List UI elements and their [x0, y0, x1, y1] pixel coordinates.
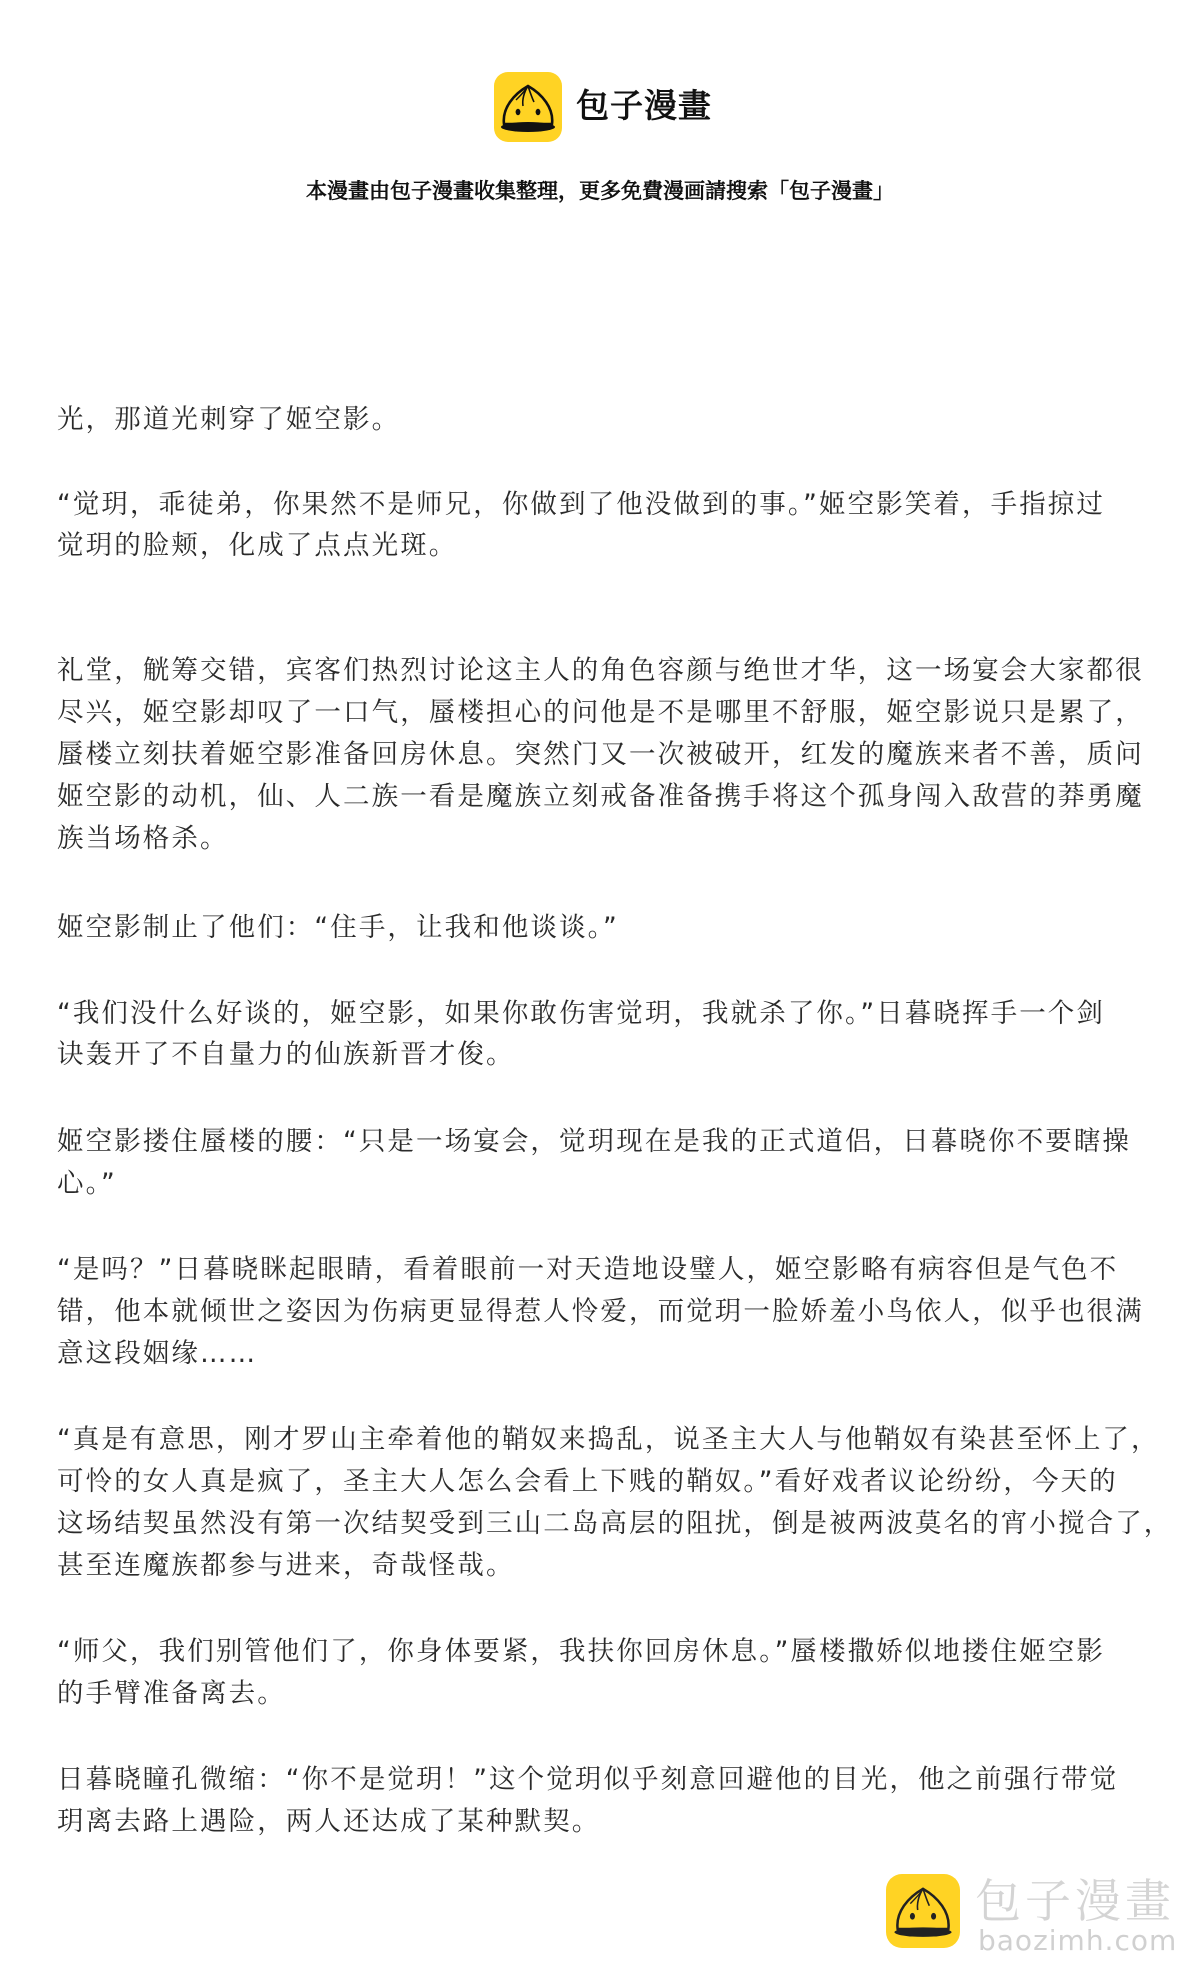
watermark-logo-icon — [886, 1874, 960, 1948]
watermark-brand: 包子漫畫 — [975, 1874, 1175, 1928]
text-line: 姬空影制止了他们：“住手，让我和他谈谈。” — [57, 912, 619, 943]
text-line: 诀轰开了不自量力的仙族新晋才俊。 — [57, 1039, 515, 1070]
text-line: 光，那道光刺穿了姬空影。 — [57, 404, 401, 435]
text-line: 族当场格杀。 — [57, 823, 229, 854]
text-line: “是吗？”日暮晓眯起眼睛，看着眼前一对天造地设璧人，姬空影略有病容但是气色不 — [57, 1254, 1119, 1285]
text-line: “我们没什么好谈的，姬空影，如果你敢伤害觉玥，我就杀了你。”日暮晓挥手一个剑 — [57, 998, 1106, 1029]
text-line: 的手臂准备离去。 — [57, 1678, 286, 1709]
text-line: 这场结契虽然没有第一次结契受到三山二岛高层的阻扰，倒是被两波莫名的宵小搅合了， — [57, 1508, 1173, 1539]
bun-mascot-icon — [886, 1874, 960, 1948]
text-line: 姬空影的动机，仙、人二族一看是魔族立刻戒备准备携手将这个孤身闯入敌营的莽勇魔 — [57, 781, 1144, 812]
text-line: 可怜的女人真是疯了，圣主大人怎么会看上下贱的鞘奴。”看好戏者议论纷纷，今天的 — [57, 1466, 1118, 1497]
brand-title: 包子漫畫 — [576, 86, 712, 125]
text-line: 礼堂，觥筹交错，宾客们热烈讨论这主人的角色容颜与绝世才华，这一场宴会大家都很 — [57, 655, 1144, 686]
collection-notice: 本漫畫由包子漫畫收集整理，更多免費漫画請搜索「包子漫畫」 — [306, 179, 894, 203]
text-line: 日暮晓瞳孔微缩：“你不是觉玥！”这个觉玥似乎刻意回避他的目光，他之前强行带觉 — [57, 1764, 1119, 1795]
text-line: “师父，我们别管他们了，你身体要紧，我扶你回房休息。”蜃楼撒娇似地搂住姬空影 — [57, 1636, 1106, 1667]
text-line: “觉玥，乖徒弟，你果然不是师兄，你做到了他没做到的事。”姬空影笑着，手指掠过 — [57, 489, 1106, 520]
text-line: 尽兴，姬空影却叹了一口气，蜃楼担心的问他是不是哪里不舒服，姬空影说只是累了， — [57, 697, 1144, 728]
text-line: 姬空影搂住蜃楼的腰：“只是一场宴会，觉玥现在是我的正式道侣，日暮晓你不要瞎操 — [57, 1126, 1132, 1157]
text-line: 错，他本就倾世之姿因为伤病更显得惹人怜爱，而觉玥一脸娇羞小鸟依人，似乎也很满 — [57, 1296, 1144, 1327]
text-line: 意这段姻缘…… — [57, 1338, 258, 1369]
watermark-url: baozimh.com — [978, 1924, 1178, 1957]
text-line: 心。” — [57, 1168, 117, 1199]
text-line: 蜃楼立刻扶着姬空影准备回房休息。突然门又一次被破开，红发的魔族来者不善，质问 — [57, 739, 1144, 770]
text-line: 觉玥的脸颊，化成了点点光斑。 — [57, 530, 458, 561]
text-line: 玥离去路上遇险，两人还达成了某种默契。 — [57, 1806, 601, 1837]
text-line: 甚至连魔族都参与进来，奇哉怪哉。 — [57, 1550, 515, 1581]
text-line: “真是有意思，刚才罗山主牵着他的鞘奴来捣乱，说圣主大人与他鞘奴有染甚至怀上了， — [57, 1424, 1160, 1455]
